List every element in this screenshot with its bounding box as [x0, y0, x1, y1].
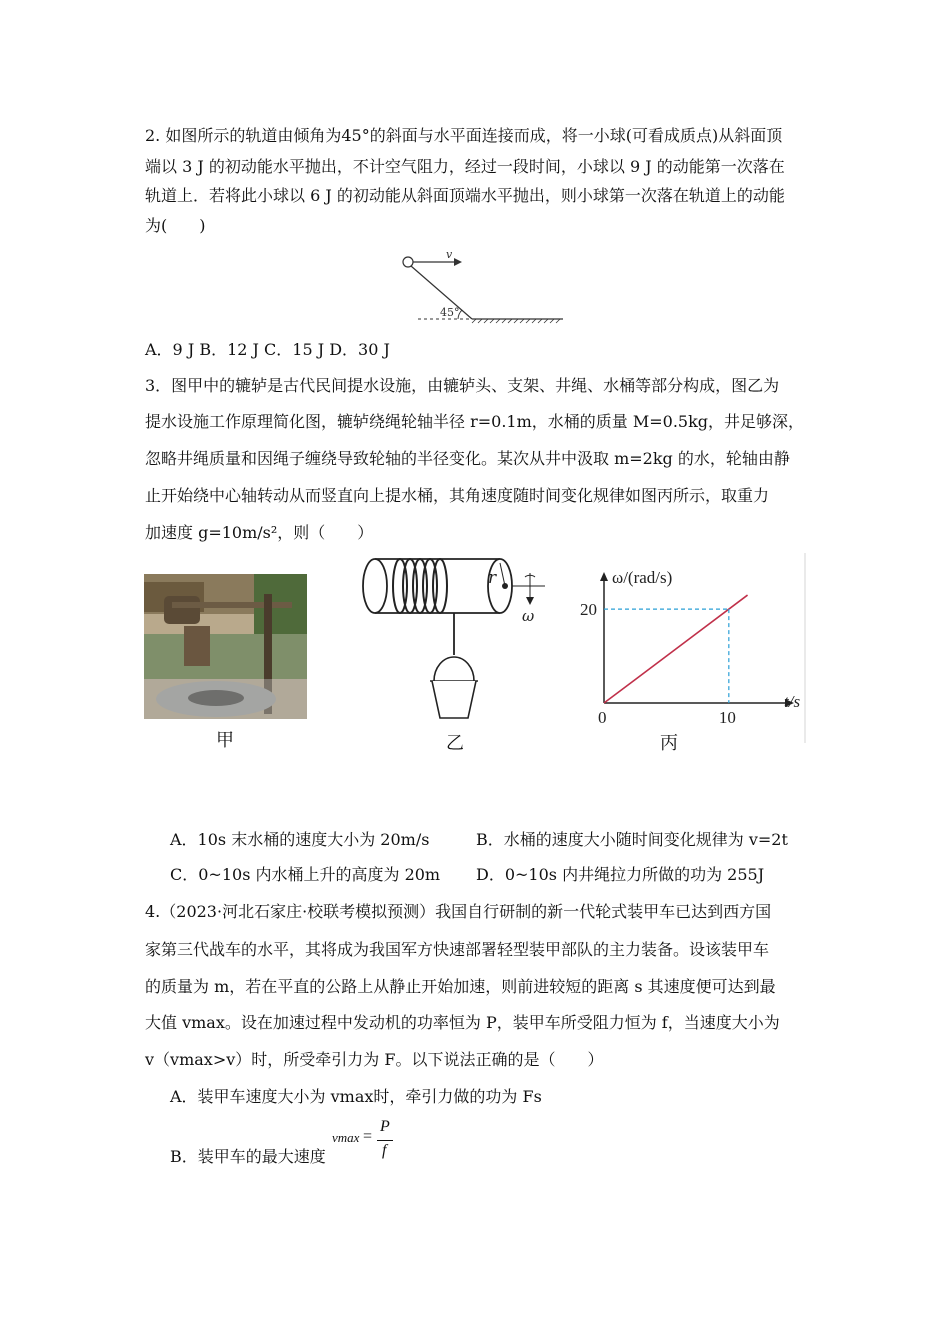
formula-numerator: P — [380, 1118, 390, 1135]
q2-options: A．9 J B．12 J C．15 J D．30 J — [145, 340, 390, 359]
omega-label: ω — [522, 607, 535, 625]
q4-line-4: 大值 vmax。设在加速过程中发动机的功率恒为 P，装甲车所受阻力恒为 f，当速度大小为 — [145, 1013, 780, 1032]
well-photo — [144, 574, 307, 719]
formula-equals: = — [363, 1128, 373, 1145]
angle-label: 45° — [440, 306, 460, 319]
q4-line-5: v（vmax>v）时，所受牵引力为 F。以下说法正确的是（ ） — [145, 1050, 604, 1069]
omega-time-chart — [560, 553, 810, 743]
q3-option-c: C．0~10s 内水桶上升的高度为 20m — [170, 865, 441, 884]
x-tick-10: 10 — [718, 708, 736, 727]
formula-denominator: f — [382, 1142, 387, 1159]
q2-line-1: 2. 如图所示的轨道由倾角为45°的斜面与水平面连接而成，将一小球(可看成质点)从斜面顶 — [145, 126, 783, 145]
y-tick-20: 20 — [580, 600, 597, 620]
incline-figure — [398, 248, 568, 328]
q2-line-3: 轨道上．若将此小球以 6 J 的初动能从斜面顶端水平抛出，则小球第一次落在轨道上的动能 — [145, 186, 785, 205]
q3-line-4: 止开始绕中心轴转动从而竖直向上提水桶，其角速度随时间变化规律如图丙所示，取重力 — [145, 486, 770, 505]
q4-line-1: 4.（2023·河北石家庄·校联考模拟预测）我国自行研制的新一代轮式装甲车已达到西方国 — [145, 902, 772, 921]
velocity-label: v — [446, 248, 453, 261]
omega-line — [604, 595, 748, 703]
q3-option-a: A．10s 末水桶的速度大小为 20m/s — [170, 830, 430, 849]
formula-lhs: vmax — [332, 1130, 360, 1145]
caption-bing: 丙 — [660, 733, 678, 754]
q2-line-4: 为( ) — [145, 216, 206, 235]
q4-option-b-text: B．装甲车的最大速度 — [170, 1147, 326, 1166]
q3-line-2: 提水设施工作原理简化图，辘轳绕绳轮轴半径 r=0.1m，水桶的质量 M=0.5kg，井足够深， — [145, 412, 805, 431]
caption-yi: 乙 — [446, 733, 464, 754]
q4-line-2: 家第三代战车的水平，其将成为我国军方快速部署轻型装甲部队的主力装备。设该装甲车 — [145, 940, 770, 959]
q4-option-a: A．装甲车速度大小为 vmax时，牵引力做的功为 Fs — [170, 1087, 542, 1106]
y-axis-arrow — [600, 572, 608, 581]
windlass-diagram — [360, 553, 545, 725]
max-speed-formula — [332, 1118, 402, 1168]
q3-option-b: B．水桶的速度大小随时间变化规律为 v=2t — [476, 830, 788, 849]
x-axis-label: t/s — [784, 692, 801, 711]
radius-label: r — [488, 568, 497, 588]
x-tick-0: 0 — [598, 708, 607, 727]
q3-line-3: 忽略井绳质量和因绳子缠绕导致轮轴的半径变化。某次从井中汲取 m=2kg 的水，轮轴由静 — [145, 449, 790, 468]
q3-line-5: 加速度 g=10m/s²，则（ ） — [145, 523, 374, 542]
q3-line-1: 3．图甲中的辘轳是古代民间提水设施，由辘轳头、支架、井绳、水桶等部分构成，图乙为 — [145, 376, 780, 395]
caption-jia: 甲 — [216, 730, 234, 751]
q4-line-3: 的质量为 m，若在平直的公路上从静止开始加速，则前进较短的距离 s 其速度便可达到最 — [145, 977, 776, 996]
y-axis-label: ω/(rad/s) — [612, 568, 673, 587]
q3-option-d: D．0~10s 内井绳拉力所做的功为 255J — [476, 865, 765, 884]
q2-line-2: 端以 3 J 的初动能水平抛出，不计空气阻力，经过一段时间，小球以 9 J 的动能第一次落在 — [145, 157, 785, 176]
fraction-bar — [377, 1140, 393, 1141]
